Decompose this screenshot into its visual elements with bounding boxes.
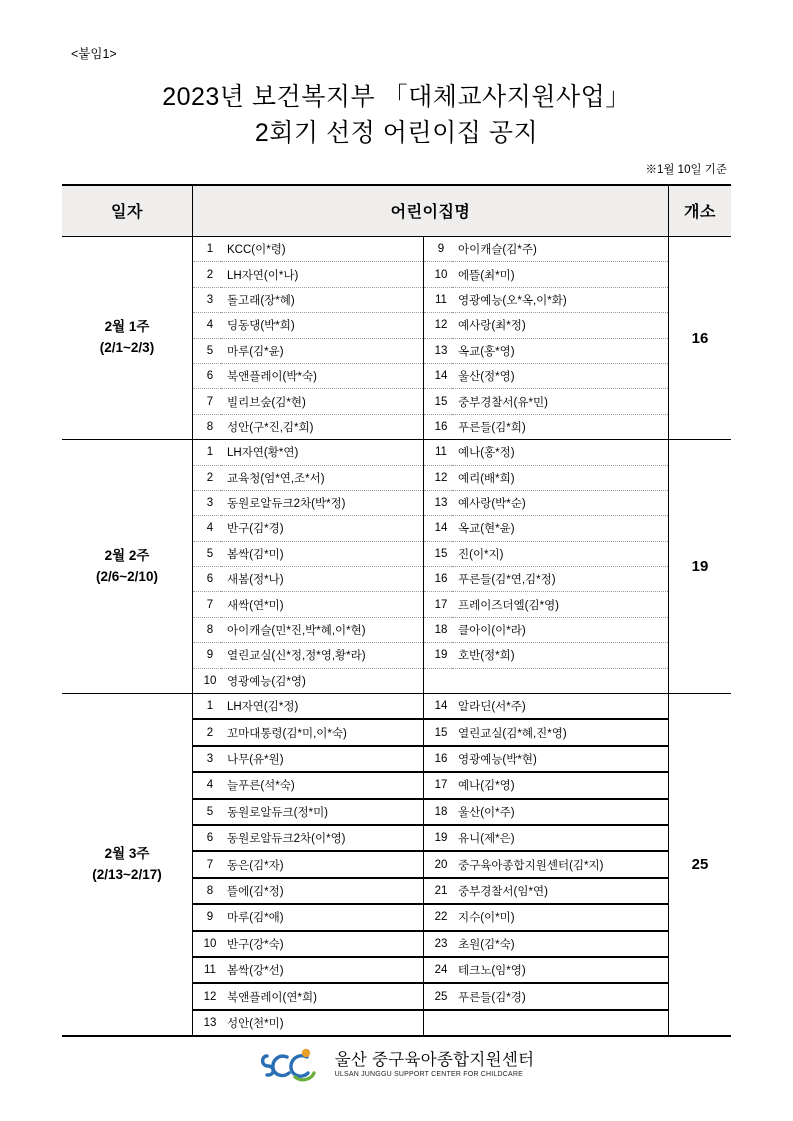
table-row (62, 694, 731, 1037)
attachment-label: <붙임1> (71, 47, 117, 61)
item-name: 봄싹(강*선) (221, 957, 424, 983)
list-item (193, 746, 668, 772)
center-list-table (193, 694, 668, 1035)
list-item (193, 516, 668, 541)
header-center-names: 어린이집명 (193, 185, 669, 237)
title-line-1: 2023년 보건복지부 「대체교사지원사업」 (162, 83, 631, 111)
week-range: (2/6~2/10) (96, 568, 158, 584)
item-number: 18 (424, 617, 453, 642)
item-name: 동원로알듀크2차(박*정) (221, 490, 424, 515)
footer-org-name-kr: 울산 중구육아종합지원센터 (334, 1050, 535, 1069)
item-number: 19 (424, 643, 453, 668)
item-name: 돌고래(장*혜) (221, 287, 424, 312)
item-number: 15 (424, 541, 453, 566)
item-name: 동은(김*자) (221, 851, 424, 877)
item-name: 지수(이*미) (452, 904, 668, 930)
item-number: 9 (193, 643, 221, 668)
item-number: 1 (193, 440, 221, 465)
item-number: 2 (193, 465, 221, 490)
item-number: 12 (424, 465, 453, 490)
item-number: 2 (193, 719, 221, 745)
list-item (193, 490, 668, 515)
item-name: 봄싹(김*미) (221, 541, 424, 566)
item-number: 3 (193, 287, 221, 312)
center-list-cell (193, 694, 669, 1037)
item-number: 12 (193, 983, 221, 1009)
item-name: 중구육아종합지원센터(김*지) (452, 851, 668, 877)
item-name: 동원로알듀크2차(이*영) (221, 825, 424, 851)
item-name: 딩동댕(박*희) (221, 313, 424, 338)
item-number: 14 (424, 694, 453, 719)
item-number: 11 (424, 287, 453, 312)
week-date-cell (62, 694, 193, 1037)
item-name: LH자연(황*연) (221, 440, 424, 465)
footer-text (335, 1052, 535, 1079)
week-count: 25 (669, 694, 732, 1037)
item-number: 6 (193, 363, 221, 388)
item-name: 꼬마대통령(김*미,이*숙) (221, 719, 424, 745)
item-number: 10 (424, 262, 453, 287)
item-number: 15 (424, 719, 453, 745)
selection-table (62, 184, 731, 1037)
item-name: 예사랑(최*정) (452, 313, 668, 338)
list-item (193, 567, 668, 592)
list-item (193, 363, 668, 388)
week-label: 2월 1주 (104, 319, 150, 335)
week-count: 19 (669, 440, 732, 694)
item-name: 영광예능(김*영) (221, 668, 424, 693)
list-item (193, 465, 668, 490)
item-number: 13 (203, 1016, 217, 1029)
item-number: 5 (193, 338, 221, 363)
item-name: 영광예능(박*현) (452, 746, 668, 772)
list-item (193, 541, 668, 566)
item-number: 5 (193, 799, 221, 825)
list-item (193, 719, 668, 745)
item-name: 북앤플레이(연*희) (221, 983, 424, 1009)
item-number: 10 (203, 674, 217, 687)
item-number: 13 (424, 338, 453, 363)
list-item (193, 799, 668, 825)
week-label: 2월 3주 (104, 845, 150, 861)
list-item (193, 389, 668, 414)
list-item (193, 643, 668, 668)
center-list-table (193, 440, 668, 693)
list-item (193, 414, 668, 439)
item-name: 예리(배*희) (452, 465, 668, 490)
item-name: 울산(이*주) (452, 799, 668, 825)
week-date-cell (62, 237, 193, 440)
item-number: 21 (424, 878, 453, 904)
item-number: 17 (424, 592, 453, 617)
item-name: 아이캐슬(민*진,박*혜,이*현) (221, 617, 424, 642)
list-item (193, 1010, 668, 1035)
center-list-table (193, 237, 668, 439)
item-name: 예나(김*영) (452, 772, 668, 798)
item-name: 교육청(엄*연,조*서) (221, 465, 424, 490)
week-range: (2/13~2/17) (92, 866, 162, 882)
item-name: 성안(구*진,김*희) (221, 414, 424, 439)
item-number: 16 (424, 567, 453, 592)
item-name: 호반(정*희) (452, 643, 668, 668)
week-range: (2/1~2/3) (99, 340, 155, 356)
header-count: 개소 (669, 185, 732, 237)
item-number: 15 (424, 389, 453, 414)
list-item (193, 931, 668, 957)
item-name: 반구(강*숙) (221, 931, 424, 957)
item-name (452, 1010, 668, 1035)
list-item (193, 237, 668, 262)
list-item (193, 287, 668, 312)
item-number: 5 (193, 541, 221, 566)
item-name: 아이캐슬(김*주) (452, 237, 668, 262)
table-row (62, 440, 731, 694)
week-date-cell (62, 440, 193, 694)
item-number: 8 (193, 878, 221, 904)
item-number: 1 (193, 694, 221, 719)
item-number: 14 (424, 516, 453, 541)
page-title (62, 78, 731, 151)
item-name: 알라딘(서*주) (452, 694, 668, 719)
list-item (193, 904, 668, 930)
item-number: 25 (424, 983, 453, 1009)
item-number: 18 (424, 799, 453, 825)
center-list-cell (193, 237, 669, 440)
item-name: 진(이*지) (452, 541, 668, 566)
item-number: 6 (193, 567, 221, 592)
item-name: 프레이즈더엘(김*영) (452, 592, 668, 617)
item-name: 빌리브숲(김*현) (221, 389, 424, 414)
item-number: 7 (193, 389, 221, 414)
item-name: 예나(홍*정) (452, 440, 668, 465)
table-header-row (62, 185, 731, 237)
item-number: 7 (193, 592, 221, 617)
item-name: 푸른들(김*경) (452, 983, 668, 1009)
item-number: 11 (193, 957, 221, 983)
item-name: LH자연(이*나) (221, 262, 424, 287)
title-line-2: 2회기 선정 어린이집 공지 (254, 118, 539, 147)
item-number: 14 (424, 363, 453, 388)
item-name: 초원(김*숙) (452, 931, 668, 957)
item-name: 열린교실(신*정,정*영,황*라) (221, 643, 424, 668)
item-name: 성안(천*미) (221, 1010, 424, 1035)
item-number: 4 (193, 772, 221, 798)
list-item (193, 694, 668, 719)
table-row (62, 237, 731, 440)
list-item (193, 957, 668, 983)
item-name: 클아이(이*라) (452, 617, 668, 642)
header-date: 일자 (62, 185, 193, 237)
list-item (193, 592, 668, 617)
footer-org-name-en: ULSAN JUNGGU SUPPORT CENTER FOR CHILDCARE (334, 1070, 524, 1078)
item-name: 영광예능(오*옥,이*화) (452, 287, 668, 312)
list-item (193, 338, 668, 363)
week-label: 2월 2주 (104, 547, 150, 563)
item-number: 6 (193, 825, 221, 851)
item-name: 새싹(연*미) (221, 592, 424, 617)
list-item (193, 668, 668, 693)
item-name: 중부경찰서(임*연) (452, 878, 668, 904)
item-name (452, 668, 668, 693)
list-item (193, 772, 668, 798)
item-name: 반구(김*경) (221, 516, 424, 541)
item-name: 유니(제*은) (452, 825, 668, 851)
item-number: 8 (206, 420, 214, 433)
item-number: 4 (193, 313, 221, 338)
item-number (424, 668, 453, 693)
item-number: 10 (193, 931, 221, 957)
item-number: 11 (424, 440, 453, 465)
item-name: 예사랑(박*순) (452, 490, 668, 515)
item-number: 3 (193, 746, 221, 772)
item-number: 1 (193, 237, 221, 262)
center-list-cell (193, 440, 669, 694)
item-number (424, 1010, 453, 1035)
item-name: 마루(김*윤) (221, 338, 424, 363)
list-item (193, 617, 668, 642)
item-number: 7 (193, 851, 221, 877)
list-item (193, 983, 668, 1009)
item-name: KCC(이*령) (221, 237, 424, 262)
item-number: 16 (434, 420, 448, 433)
footer (0, 1045, 793, 1085)
list-item (193, 825, 668, 851)
list-item (193, 851, 668, 877)
item-name: 뜰에(김*정) (221, 878, 424, 904)
item-name: 동원로알듀크(정*미) (221, 799, 424, 825)
item-name: 울산(정*영) (452, 363, 668, 388)
item-number: 13 (424, 490, 453, 515)
item-name: 푸른들(김*연,김*정) (452, 567, 668, 592)
item-number: 23 (424, 931, 453, 957)
item-name: 중부경찰서(유*민) (452, 389, 668, 414)
item-number: 9 (193, 904, 221, 930)
item-name: 늘푸른(석*숙) (221, 772, 424, 798)
item-number: 4 (193, 516, 221, 541)
item-number: 22 (424, 904, 453, 930)
scc-logo-icon (259, 1045, 325, 1085)
list-item (193, 262, 668, 287)
list-item (193, 440, 668, 465)
item-number: 2 (193, 262, 221, 287)
item-number: 9 (424, 237, 453, 262)
item-number: 17 (424, 772, 453, 798)
item-name: 새봄(정*나) (221, 567, 424, 592)
item-number: 12 (424, 313, 453, 338)
list-item (193, 878, 668, 904)
item-name: 북앤플레이(박*숙) (221, 363, 424, 388)
reference-date-note: ※1월 10일 기준 (645, 164, 727, 176)
item-name: 열린교실(김*혜,진*영) (452, 719, 668, 745)
item-number: 19 (424, 825, 453, 851)
week-count: 16 (669, 237, 732, 440)
item-name: 나무(유*원) (221, 746, 424, 772)
item-number: 24 (424, 957, 453, 983)
item-number: 8 (193, 617, 221, 642)
item-name: 테크노(임*영) (452, 957, 668, 983)
item-name: 푸른들(김*희) (458, 421, 526, 434)
item-name: 마루(김*애) (221, 904, 424, 930)
item-name: LH자연(김*정) (221, 694, 424, 719)
item-number: 20 (424, 851, 453, 877)
item-name: 옥교(현*윤) (452, 516, 668, 541)
item-number: 16 (424, 746, 453, 772)
item-number: 3 (193, 490, 221, 515)
item-name: 옥교(홍*영) (452, 338, 668, 363)
item-name: 에뜰(최*미) (452, 262, 668, 287)
list-item (193, 313, 668, 338)
